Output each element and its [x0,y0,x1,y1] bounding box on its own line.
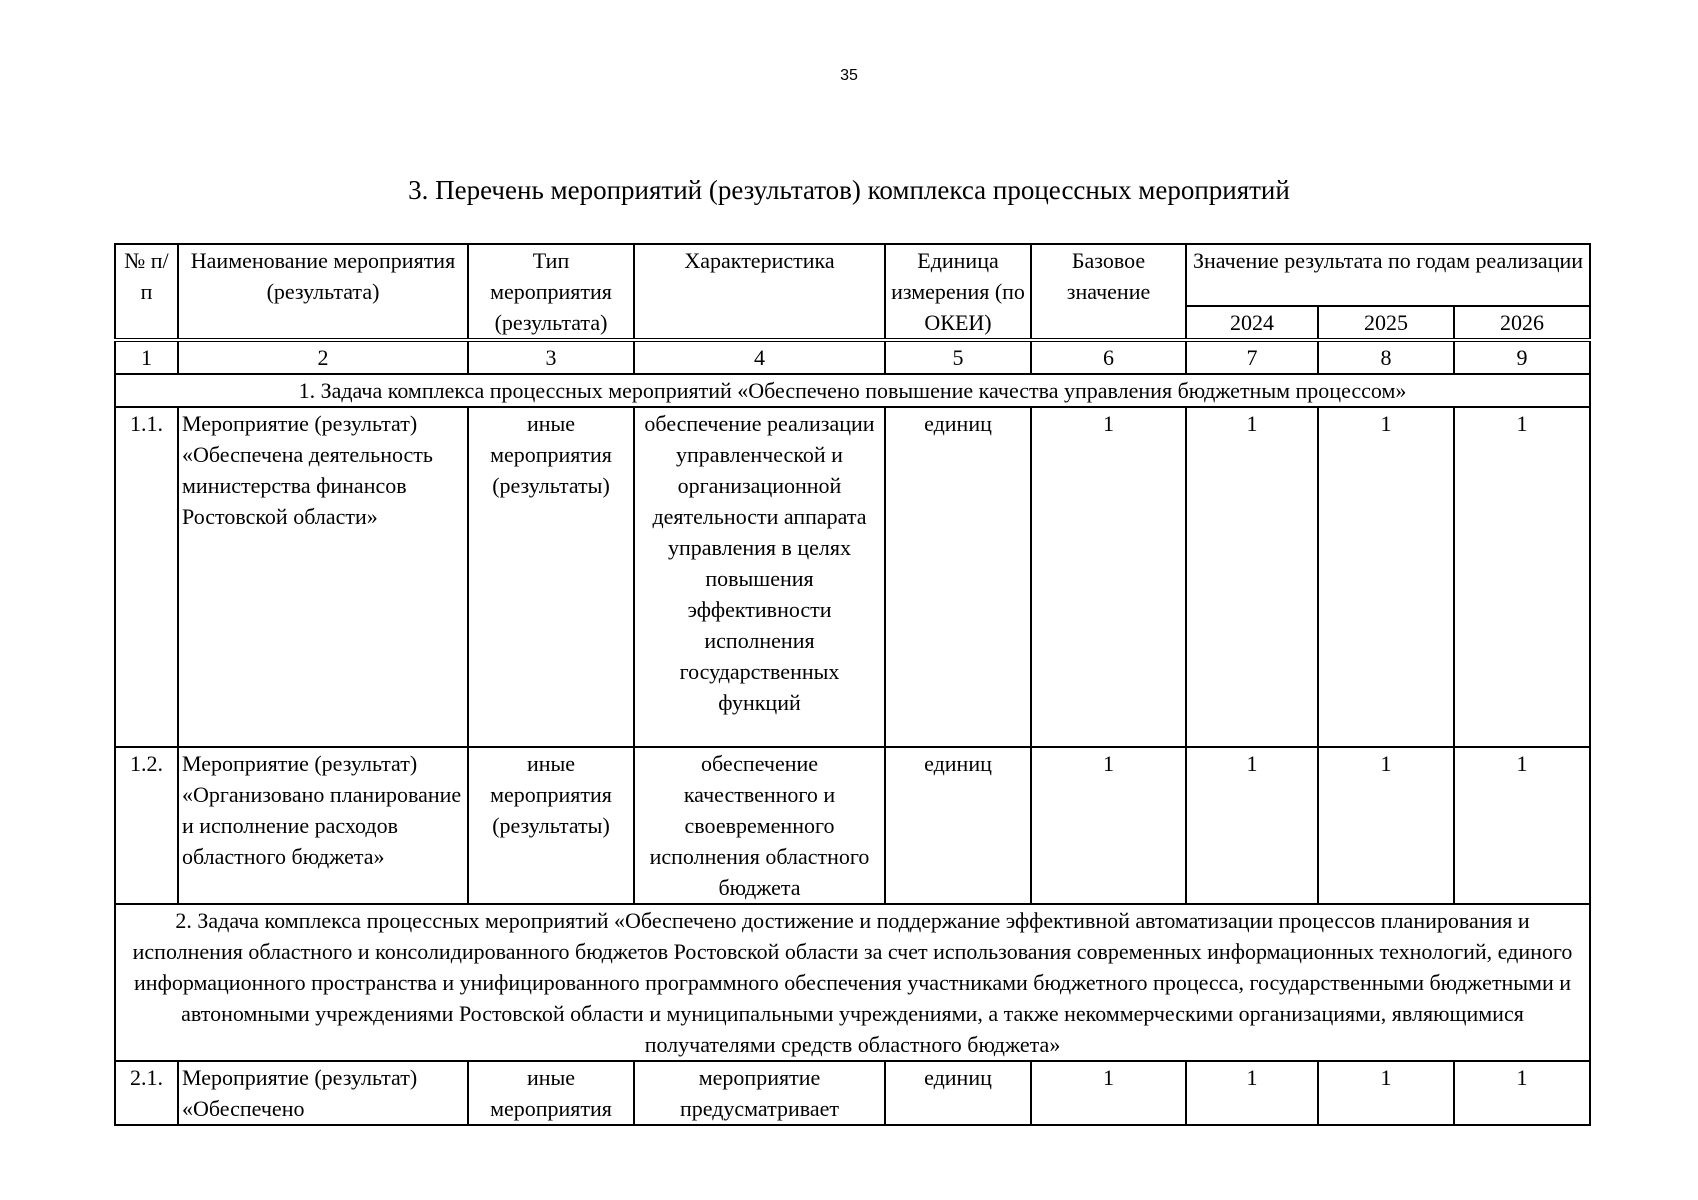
header-type: Тип мероприятия (результата) [468,244,634,340]
header-num: № п/п [115,244,178,340]
row-unit: единиц [885,1061,1031,1125]
table-row [115,407,1590,747]
row-num: 2.1. [115,1061,178,1125]
column-number: 3 [468,340,634,374]
header-row [115,244,1590,306]
column-number: 8 [1318,340,1454,374]
column-number: 9 [1454,340,1590,374]
task-row [115,904,1590,1061]
header-year-2026: 2026 [1454,306,1590,340]
row-name: Мероприятие (результат) «Обеспечено [178,1061,468,1125]
row-type: иные мероприятия (результаты) [468,747,634,904]
column-number: 2 [178,340,468,374]
row-characteristic: обеспечение реализации управленческой и организационной деятельности аппарата управления в целях повышения эффективности исполнения государственных функций [634,407,885,747]
column-number: 5 [885,340,1031,374]
row-name: Мероприятие (результат) «Организовано планирование и исполнение расходов областного бюджета» [178,747,468,904]
task-2-heading: 2. Задача комплекса процессных мероприятий «Обеспечено достижение и поддержание эффективной автоматизации процессов планирования и исполнения областного и консолидированного бюджетов Ростовской области за счет использования современных информационных технологий, единого информационного пространства и унифицированного программного обеспечения участниками бюджетного процесса, государственными бюджетными и автономными учреждениями Ростовской области и муниципальными учреждениями, а также некоммерческими организациями, являющимися получателями средств областного бюджета» [115,904,1590,1061]
header-name: Наименование мероприятия (результата) [178,244,468,340]
row-value-2026: 1 [1454,407,1590,747]
row-base-value: 1 [1031,747,1186,904]
row-type: иные мероприятия (результаты) [468,407,634,747]
header-values-group: Значение результата по годам реализации [1186,244,1590,306]
row-value-2024: 1 [1186,747,1318,904]
row-value-2025: 1 [1318,407,1454,747]
column-number: 4 [634,340,885,374]
header-base: Базовое значение [1031,244,1186,340]
task-row [115,374,1590,407]
row-value-2024: 1 [1186,1061,1318,1125]
column-number: 7 [1186,340,1318,374]
results-table [114,243,1591,1126]
row-num: 1.2. [115,747,178,904]
row-value-2024: 1 [1186,407,1318,747]
row-characteristic: обеспечение качественного и своевременного исполнения областного бюджета [634,747,885,904]
row-value-2025: 1 [1318,1061,1454,1125]
header-year-2024: 2024 [1186,306,1318,340]
row-num: 1.1. [115,407,178,747]
row-base-value: 1 [1031,1061,1186,1125]
row-value-2026: 1 [1454,1061,1590,1125]
column-numbers-row [115,340,1590,374]
row-unit: единиц [885,407,1031,747]
row-unit: единиц [885,747,1031,904]
table-row [115,747,1590,904]
row-value-2025: 1 [1318,747,1454,904]
column-number: 1 [115,340,178,374]
task-1-heading: 1. Задача комплекса процессных мероприятий «Обеспечено повышение качества управления бюджетным процессом» [115,374,1590,407]
row-value-2026: 1 [1454,747,1590,904]
row-base-value: 1 [1031,407,1186,747]
document-title: 3. Перечень мероприятий (результатов) комплекса процессных мероприятий [408,175,1290,205]
table-row [115,1061,1590,1125]
row-name: Мероприятие (результат) «Обеспечена деятельность министерства финансов Ростовской области» [178,407,468,747]
header-unit: Единица измерения (по ОКЕИ) [885,244,1031,340]
header-characteristic: Характеристика [634,244,885,340]
row-characteristic: мероприятие предусматривает [634,1061,885,1125]
page-number: 35 [840,67,858,84]
column-number: 6 [1031,340,1186,374]
header-year-2025: 2025 [1318,306,1454,340]
row-type: иные мероприятия [468,1061,634,1125]
